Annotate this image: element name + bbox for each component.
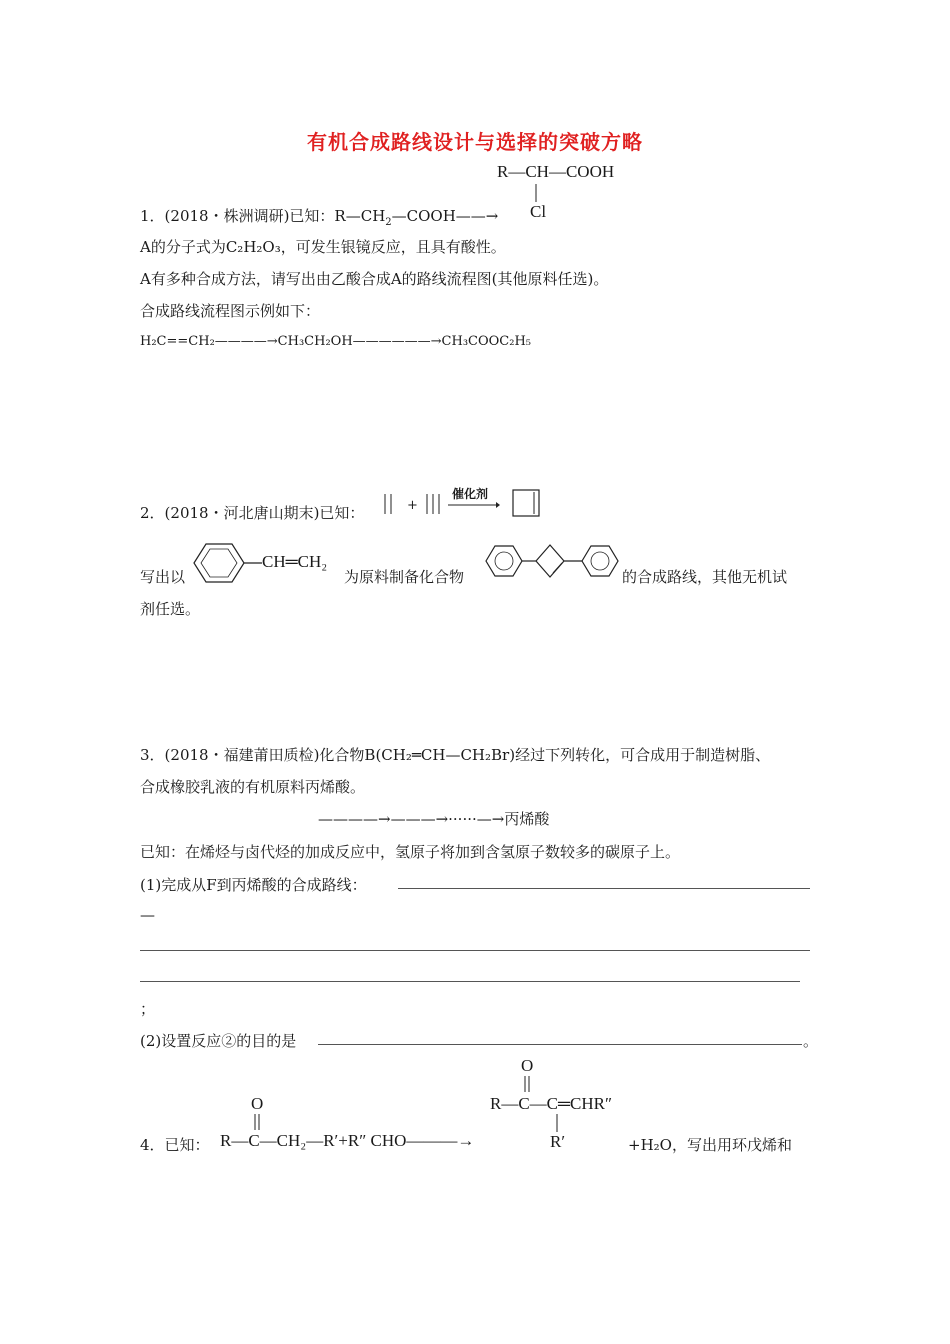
q3-part2-label: (2)设置反应②的目的是 (140, 1032, 297, 1050)
q4-suffix: +H₂O，写出用环戊烯和 (628, 1136, 792, 1154)
q4-product-co-bond (523, 1076, 531, 1094)
q4-reactant-co-bond (253, 1114, 261, 1132)
q4-reactant-oxygen: O (251, 1094, 264, 1113)
cyclobutene-icon (512, 489, 540, 517)
q1-prefix: 1．(2018・株洲调研)已知：R—CH (140, 207, 386, 225)
q4-prefix: 4．已知： (140, 1136, 210, 1154)
q3-line1: 3．(2018・福建莆田质检)化合物B(CH₂═CH—CH₂Br)经过下列转化，可合成用于制造树脂、 (140, 746, 771, 764)
q1-product-formula: R—CH—COOH (497, 162, 615, 181)
q4-product-oxygen: O (521, 1056, 534, 1075)
answer-line-1[interactable] (398, 888, 810, 889)
q3-part1-dash: — (140, 906, 155, 924)
q3-known: 已知：在烯烃与卤代烃的加成反应中，氢原子将加到含氢原子数较多的碳原子上。 (140, 843, 681, 861)
q2-reaction-arrow (448, 501, 500, 509)
q2-line-d: 剂任选。 (140, 600, 201, 618)
q2-line-b: 为原料制备化合物 (344, 568, 465, 586)
q1-example: H₂C==CH₂————→CH₃CH₂OH——————→CH₃COOC₂H₅ (140, 334, 532, 349)
q2-prefix: 2．(2018・河北唐山期末)已知： (140, 504, 365, 522)
page-title: 有机合成路线设计与选择的突破方略 (307, 130, 643, 154)
q1-heading (140, 205, 498, 228)
answer-line-3[interactable] (140, 981, 800, 982)
q3-line2: 合成橡胶乳液的有机原料丙烯酸。 (140, 778, 366, 796)
q1-suffix: —COOH——→ (391, 207, 499, 225)
q3-part2-end: 。 (803, 1032, 819, 1050)
target-compound-icon (484, 538, 624, 588)
q4-product-formula: R—C—C═CHR″ (490, 1094, 613, 1113)
answer-line-2[interactable] (140, 950, 810, 951)
q1-sub: 2 (385, 217, 392, 228)
q1-product-cl: Cl (530, 202, 547, 221)
q1-line1: A的分子式为C₂H₂O₃，可发生银镜反应，且具有酸性。 (140, 238, 506, 256)
q1-bond-line (534, 184, 538, 204)
q2-catalyst-label: 催化剂 (452, 487, 489, 501)
q2-line-c: 的合成路线，其他无机试 (622, 568, 788, 586)
q3-semicolon: ； (140, 1000, 156, 1018)
q3-part1-label: (1)完成从F到丙烯酸的合成路线： (140, 876, 367, 894)
styrene-benzene-icon (190, 540, 250, 586)
ethylene-icon (382, 494, 396, 516)
q2-line-a: 写出以 (140, 568, 186, 586)
q3-arrow-chain: ————→———→······—→丙烯酸 (318, 810, 550, 828)
q4-product-rprime: R′ (550, 1132, 566, 1151)
q1-line2: A有多种合成方法，请写出由乙酸合成A的路线流程图(其他原料任选)。 (140, 270, 609, 288)
answer-line-4[interactable] (318, 1044, 802, 1045)
q1-line3: 合成路线流程图示例如下： (140, 302, 321, 320)
q4-product-r-bond (555, 1114, 559, 1134)
q4-reactant: R—C—CH₂—R′+R″ CHO———→ (220, 1131, 475, 1150)
q2-plus: + (407, 498, 418, 513)
q2-styrene-label: CH═CH₂ (262, 552, 328, 571)
acetylene-icon (424, 494, 442, 516)
